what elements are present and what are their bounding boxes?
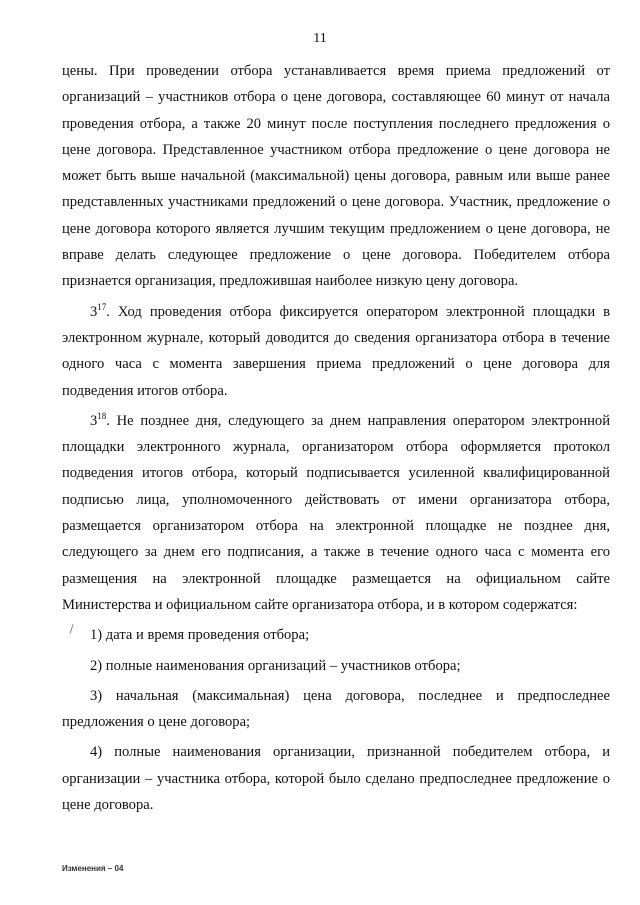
clause-superscript: 17 (97, 301, 107, 312)
clause-number: 3 (90, 412, 98, 429)
paragraph-3-17 (62, 299, 610, 404)
paragraph-continuation: цены. При проведении отбора устанавливается время приема предложений от организаций – участников отбора о цене договора, составляющее 60 минут от начала проведения отбора, а также 20 минут после поступления последнего предложения о цене договора. Представленное участником отбора предложение о цене договора не может быть выше начальной (максимальной) цены договора, равным или выше ранее представленных участниками предложений о цене договора. Участник, предложение о цене договора которого является лучшим текущим предложением о цене договора, не вправе делать следующее предложение о цене договора. Победителем отбора признается организация, предложившая наиболее низкую цену договора. (62, 63, 610, 290)
page-number: 11 (313, 31, 327, 46)
clause-superscript: 18 (97, 410, 107, 421)
list-item: 1) дата и время проведения отбора; (90, 627, 310, 644)
paragraph-3-18 (62, 408, 610, 618)
list-item: 3) начальная (максимальная) цена договора, последнее и предпоследнее предложения о цене договора; (62, 687, 610, 731)
body-text (62, 58, 610, 818)
list-item: 4) полные наименования организации, признанной победителем отбора, и организации – участника отбора, которой было сделано предпоследнее предложение о цене договора. (62, 744, 610, 814)
clause-text: . Ход проведения отбора фиксируется оператором электронной площадки в электронном журнале, который доводится до сведения организатора отбора в течение одного часа с момента завершения приема предложений о цене договора для подведения итогов отбора. (62, 303, 610, 399)
footer-revision-note: Изменения – 04 (62, 864, 124, 873)
clause-text: . Не позднее дня, следующего за днем направления оператором электронной площадки электронного журнала, организатором отбора оформляется протокол подведения итогов отбора, который подписывается усиленной квалифицированной подписью лица, уполномоченного действовать от имени организатора отбора, размещается организатором отбора на электронной площадке не позднее дня, следующего за днем его подписания, а также в течение одного часа с момента его размещения на электронной площадке размещается на официальном сайте Министерства и официальном сайте организатора отбора, и в котором содержатся: (62, 412, 610, 613)
clause-number: 3 (90, 303, 98, 320)
list-item: 2) полные наименования организаций – участников отбора; (90, 657, 461, 674)
